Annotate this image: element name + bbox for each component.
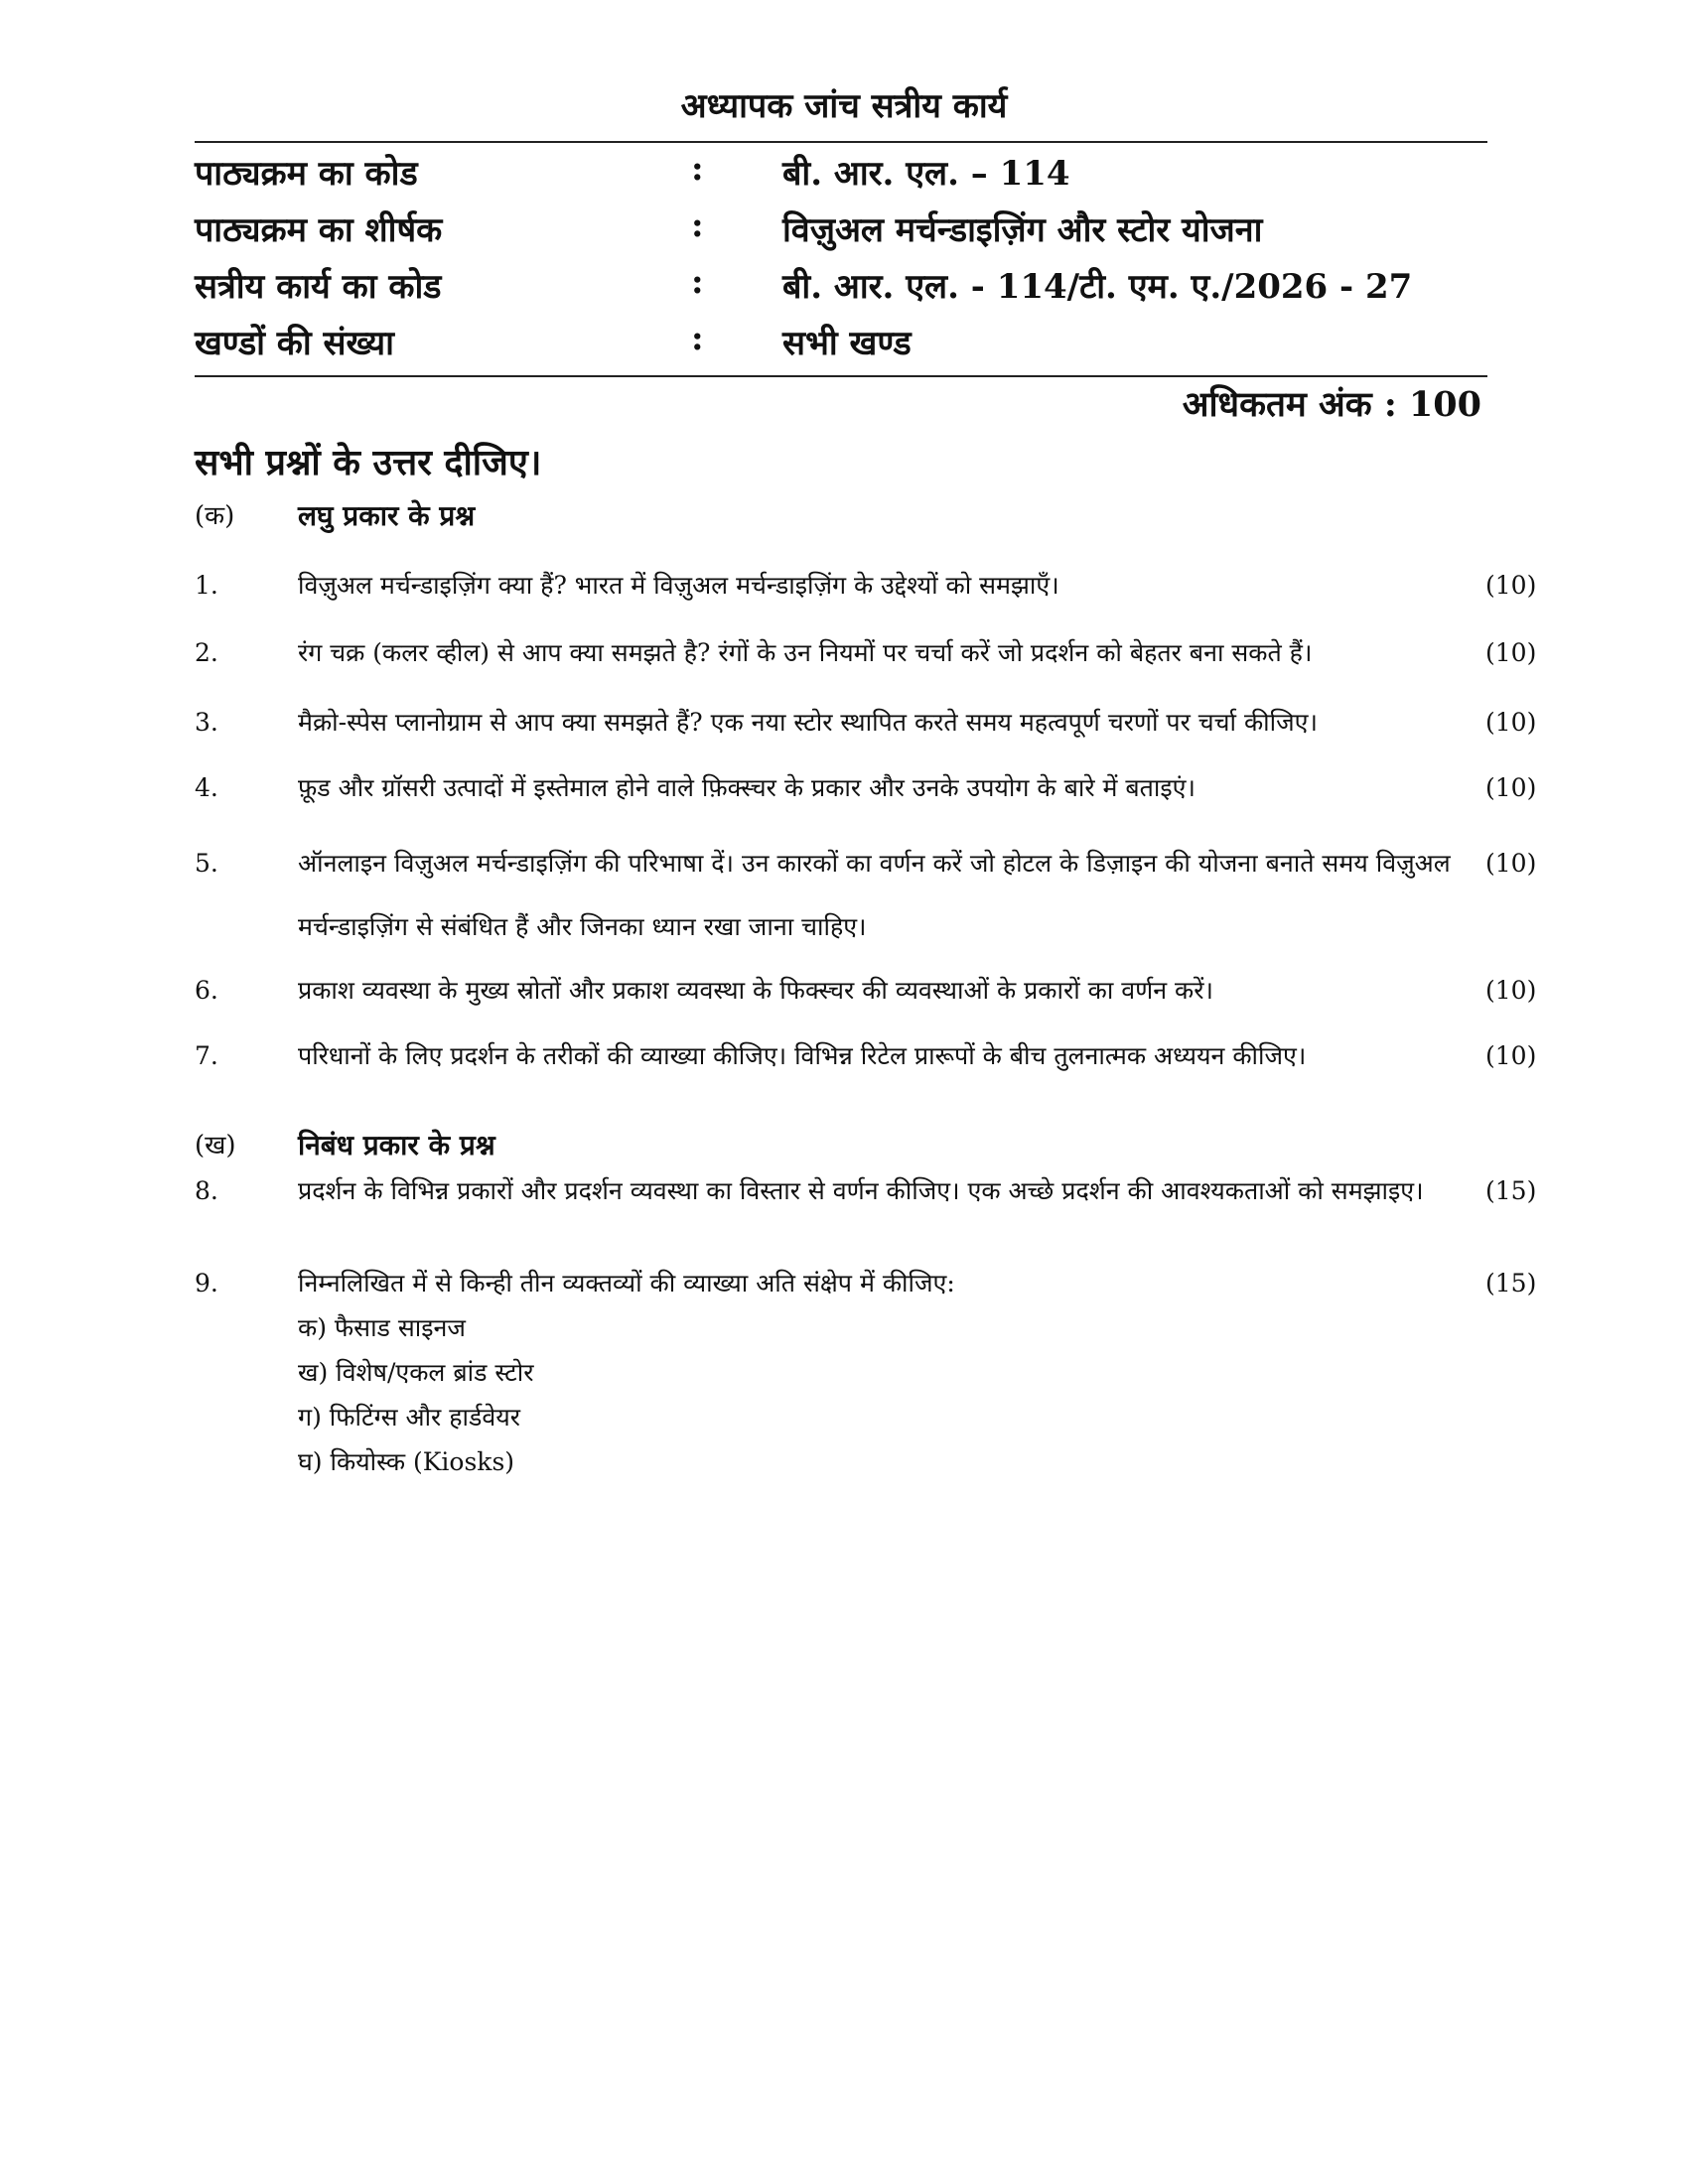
question-number: 2.	[195, 638, 218, 667]
section-a-heading	[195, 496, 1487, 536]
question-marks: (10)	[1485, 773, 1537, 802]
question-number: 1.	[195, 571, 218, 600]
question-text: रंग चक्र (कलर व्हील) से आप क्या समझते है? रंगों के उन नियमों पर चर्चा करें जो प्रदर्शन को बेहतर बना सकते हैं।	[298, 638, 1313, 667]
question-text: प्रदर्शन के विभिन्न प्रकारों और प्रदर्शन व्यवस्था का विस्तार से वर्णन कीजिए। एक अच्छे प्रदर्शन की आवश्यकताओं को समझाइए।	[298, 1176, 1424, 1205]
question-text: फ़ूड और ग्रॉसरी उत्पादों में इस्तेमाल होने वाले फ़िक्स्चर के प्रकार और उनके उपयोग के बारे में बताइएं।	[298, 773, 1196, 802]
question-marks: (10)	[1485, 976, 1537, 1005]
question-number: 6.	[195, 976, 218, 1005]
question-number: 5.	[195, 849, 218, 878]
meta-row-block-count	[195, 319, 1487, 370]
meta-colon: :	[691, 149, 704, 189]
question-marks: (15)	[1485, 1176, 1537, 1205]
meta-value: सभी खण्ड	[782, 324, 912, 363]
maximum-marks: अधिकतम अंक : 100	[1182, 384, 1481, 425]
meta-value: बी. आर. एल. – 114	[782, 154, 1070, 194]
section-title: निबंध प्रकार के प्रश्न	[298, 1129, 495, 1161]
question-text: विज़ुअल मर्चन्डाइज़िंग क्या हैं? भारत में विज़ुअल मर्चन्डाइज़िंग के उद्देश्यों को समझाएँ।	[298, 571, 1059, 600]
question-number: 7.	[195, 1041, 218, 1070]
meta-label: पाठ्यक्रम का शीर्षक	[195, 210, 443, 250]
question-text: प्रकाश व्यवस्था के मुख्य स्रोतों और प्रकाश व्यवस्था के फिक्स्चर की व्यवस्थाओं के प्रकारों का वर्णन करें।	[298, 976, 1213, 1005]
question-number: 8.	[195, 1176, 218, 1205]
header-bottom-rule	[195, 375, 1487, 377]
meta-colon: :	[691, 319, 704, 358]
meta-value: विज़ुअल मर्चन्डाइज़िंग और स्टोर योजना	[782, 210, 1263, 250]
question-marks: (10)	[1485, 1041, 1537, 1070]
question-marks: (10)	[1485, 571, 1537, 600]
question-marks: (15)	[1485, 1269, 1537, 1297]
meta-label: सत्रीय कार्य का कोड	[195, 267, 442, 307]
page-title: अध्यापक जांच सत्रीय कार्य	[680, 86, 1008, 126]
option-d: घ) कियोस्क (Kiosks)	[298, 1447, 515, 1476]
question-body	[298, 1261, 1460, 1484]
header-top-rule	[195, 141, 1487, 143]
section-letter: (ख)	[195, 1131, 236, 1160]
meta-colon: :	[691, 262, 704, 302]
meta-label: पाठ्यक्रम का कोड	[195, 154, 418, 194]
question-marks: (10)	[1485, 849, 1537, 878]
question-marks: (10)	[1485, 708, 1537, 737]
section-b-heading	[195, 1126, 1487, 1165]
meta-row-assignment-code	[195, 262, 1487, 314]
option-a: क) फैसाड साइनज	[298, 1313, 466, 1342]
section-letter: (क)	[195, 501, 235, 531]
question-text: निम्नलिखित में से किन्ही तीन व्यक्तव्यों की व्याख्या अति संक्षेप में कीजिए:	[298, 1269, 955, 1297]
option-b: ख) विशेष/एकल ब्रांड स्टोर	[298, 1358, 534, 1387]
question-marks: (10)	[1485, 638, 1537, 667]
meta-value: बी. आर. एल. - 114/टी. एम. ए./2026 - 27	[782, 267, 1413, 307]
section-title: लघु प्रकार के प्रश्न	[298, 499, 476, 532]
question-text: मैक्रो-स्पेस प्लानोग्राम से आप क्या समझते हैं? एक नया स्टोर स्थापित करते समय महत्वपूर्ण चरणों पर चर्चा कीजिए।	[298, 708, 1318, 737]
question-number: 3.	[195, 708, 218, 737]
meta-row-course-code	[195, 149, 1487, 201]
meta-row-course-title	[195, 205, 1487, 257]
instruction: सभी प्रश्नों के उत्तर दीजिए।	[195, 442, 542, 483]
meta-colon: :	[691, 205, 704, 245]
question-text: परिधानों के लिए प्रदर्शन के तरीकों की व्याख्या कीजिए। विभिन्न रिटेल प्रारूपों के बीच तुलनात्मक अध्ययन कीजिए।	[298, 1041, 1307, 1070]
question-number: 9.	[195, 1269, 218, 1297]
question-number: 4.	[195, 773, 218, 802]
option-c: ग) फिटिंग्स और हार्डवेयर	[298, 1403, 520, 1432]
meta-label: खण्डों की संख्या	[195, 324, 394, 363]
question-text: ऑनलाइन विज़ुअल मर्चन्डाइज़िंग की परिभाषा दें। उन कारकों का वर्णन करें जो होटल के डिज़ाइन की योजना बनाते समय विज़ुअल मर्चन्डाइज़िंग से संबंधित हैं और जिनका ध्यान रखा जाना चाहिए।	[298, 849, 1451, 941]
